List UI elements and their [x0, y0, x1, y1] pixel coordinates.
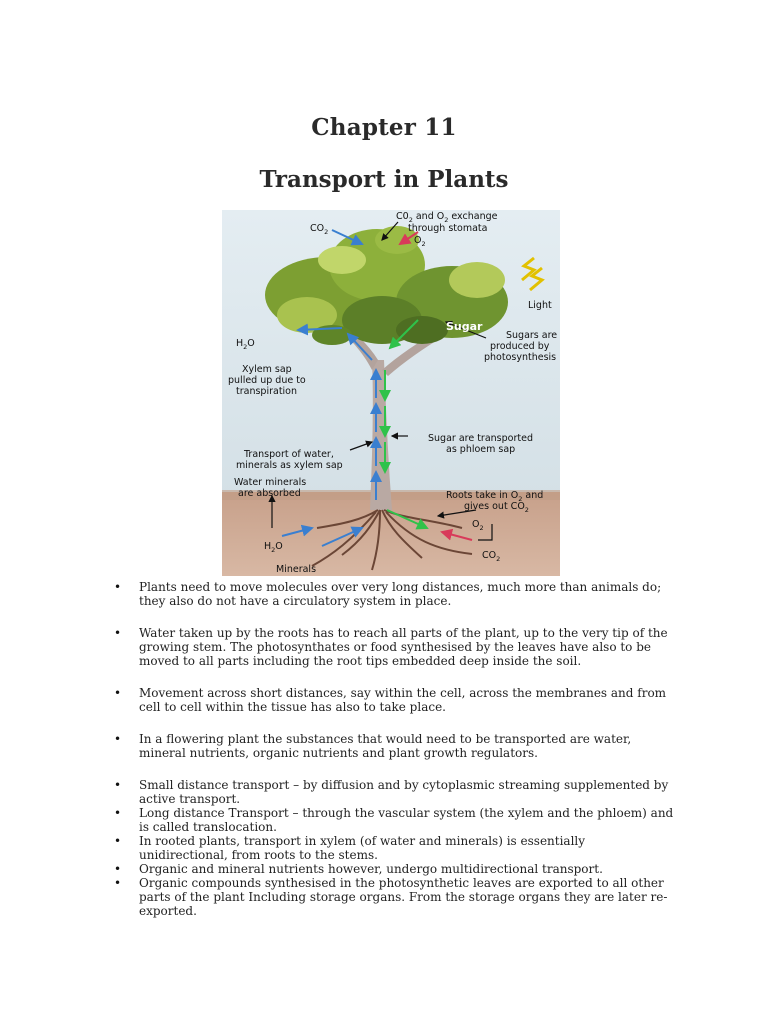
minerals-label: Minerals: [276, 564, 317, 575]
h2o-bottom-label: $H_2O$: [264, 541, 283, 554]
list-item: • Organic and mineral nutrients however, undergo multidirectional transport.: [114, 862, 674, 876]
list-item: • In a flowering plant the substances that would need to be transported are water, mineral nutrients, organic nutrients and plant growth regulators.: [114, 732, 674, 760]
page-title: Transport in Plants: [259, 166, 509, 193]
light-label: Light: [528, 300, 552, 311]
xylem-sap-line2: pulled up due to: [228, 375, 306, 386]
sugar-label: Sugar: [446, 320, 483, 333]
xylem-sap-line3: transpiration: [236, 386, 298, 397]
xylem-sap-line1: Xylem sap: [242, 364, 292, 375]
list-item: • In rooted plants, transport in xylem (of water and minerals) is essentially unidirectional, from roots to the stems.: [114, 834, 674, 862]
list-item: • Plants need to move molecules over very long distances, much more than animals do; they also do not have a circulatory system in place.: [114, 580, 674, 608]
list-item: • Water taken up by the roots has to reach all parts of the plant, up to the very tip of the growing stem. The photosynthates or food synthesised by the leaves have also to be moved to all parts including the root tips embedded deep inside the soil.: [114, 626, 674, 668]
list-item: • Movement across short distances, say within the cell, across the membranes and from cell to cell within the tissue has also to take place.: [114, 686, 674, 714]
diagram-illustration: [222, 210, 560, 576]
roots-take-line1: Roots take in $O_2$ and: [446, 490, 544, 503]
gas-exchange-label-line2: through stomata: [408, 223, 488, 234]
transport-water-line1: Transport of water,: [244, 449, 334, 460]
bullet-list: [114, 580, 674, 918]
list-item: • Organic compounds synthesised in the photosynthetic leaves are exported to all other parts of the plant Including storage organs. From the storage organs they are later re-exported.: [114, 876, 674, 918]
water-minerals-line2: are absorbed: [238, 488, 301, 499]
co2-bottom-label: $CO_2$: [482, 550, 501, 563]
sugars-produced-line2: produced by: [490, 341, 550, 352]
o2-top-label: $O_2$: [414, 235, 426, 248]
list-item: • Small distance transport – by diffusion and by cytoplasmic streaming supplemented by active transport.: [114, 778, 674, 806]
gas-exchange-label: $C0_2$ and $O_2$ exchange: [396, 211, 498, 224]
roots-take-line2: gives out $CO_2$: [464, 501, 529, 514]
o2-bottom-label: $O_2$: [472, 519, 484, 532]
h2o-top-label: $H_2O$: [236, 338, 255, 351]
sugars-produced-line3: photosynthesis: [484, 352, 557, 363]
list-item: • Long distance Transport – through the vascular system (the xylem and the phloem) and is called translocation.: [114, 806, 674, 834]
plant-transport-diagram: [222, 210, 560, 576]
chapter-heading: Chapter 11: [311, 114, 457, 141]
transport-water-line2: minerals as xylem sap: [236, 460, 343, 471]
sugars-produced-line1: Sugars are: [506, 330, 558, 341]
water-minerals-line1: Water minerals: [234, 477, 307, 488]
co2-top-label: $CO_2$: [310, 223, 329, 236]
sugar-transported-line1: Sugar are transported: [428, 433, 533, 444]
sugar-transported-line2: as phloem sap: [446, 444, 516, 455]
